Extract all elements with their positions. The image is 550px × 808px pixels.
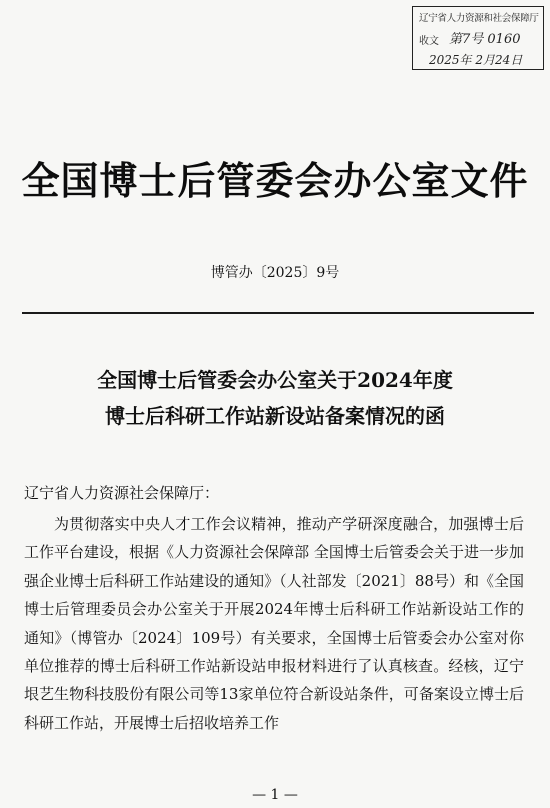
- receipt-stamp: [412, 6, 544, 70]
- stamp-date-day-suffix: 日: [510, 53, 523, 67]
- body-paragraph: 为贯彻落实中央人才工作会议精神，推动产学研深度融合，加强博士后工作平台建设，根据《人力资源社会保障部 全国博士后管委会关于进一步加强企业博士后科研工作站建设的通知》（人社部发〔2021〕88号）和《全国博士后管理委员会办公室关于开展2024年博士后科研工作站新设站工作的通知》（博管办〔2024〕109号）有关要求，全国博士后管委会办公室对你单位推荐的博士后科研工作站新设站申报材料进行了认真核查。经核，辽宁垠艺生物科技股份有限公司等13家单位符合新设站条件，可备案设立博士后科研工作站，开展博士后招收培养工作: [24, 515, 524, 732]
- stamp-organization: 辽宁省人力资源和社会保障厅: [419, 13, 539, 24]
- subject-line-1: 全国博士后管委会办公室关于2024年度: [97, 368, 453, 392]
- document-subject: [0, 362, 550, 434]
- page-number: — 1 —: [252, 787, 298, 803]
- stamp-date-day: 24: [495, 53, 511, 67]
- stamp-date-year: 2025: [429, 53, 460, 67]
- stamp-date-year-suffix: 年: [459, 53, 472, 67]
- document-header-title: 全国博士后管委会办公室文件: [21, 159, 529, 203]
- stamp-date-month-suffix: 月: [483, 53, 496, 67]
- stamp-date-month: 2: [475, 53, 484, 67]
- document-number: 博管办〔2025〕9号: [210, 265, 340, 281]
- stamp-receive-label: 收文: [419, 36, 439, 47]
- subject-line-2: 博士后科研工作站新设站备案情况的函: [105, 404, 445, 428]
- addressee: 辽宁省人力资源社会保障厅：: [24, 484, 220, 502]
- header-divider: [22, 312, 534, 314]
- stamp-date: [429, 51, 522, 68]
- stamp-receive-number: 第7号 0160: [449, 32, 521, 47]
